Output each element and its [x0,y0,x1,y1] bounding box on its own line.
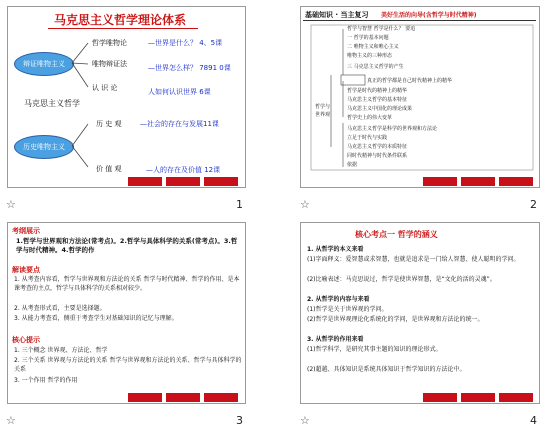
star-icon: ☆ [300,414,310,427]
row-1-term: 哲学唯物论 [92,39,127,47]
page-number-2: 2 [530,198,537,211]
outline-line-16: 同时代精神与时代条件联系 [347,153,408,159]
slide-4-item-6: (2)哲学是世界观理论化系统化的学问，是世界观和方法论的统一。 [307,316,484,323]
slide-3-para-1: 1.哲学与世界观和方法论(常考点)。2.哲学与具体科学的关系(常考点)。3.哲学与时代精神。4.哲学的作 [16,237,238,254]
footer-badge-2 [166,177,200,186]
slide-3-para-5: 1. 三个概念 世界观、方法论、哲学 [14,347,108,354]
row-4-term: 历 史 观 [96,120,122,128]
page-number-4: 4 [530,414,537,427]
footer-badge-2 [461,393,495,402]
outline-line-4: 唯物主义的三种形态 [347,53,393,59]
slide-4-item-1: 1. 从哲学的本义来看 [307,246,364,253]
slide-3[interactable] [7,222,246,404]
row-4-desc: —社会的存在与发展11课 [140,120,219,128]
outline-line-3: 二 唯物主义和唯心主义 [347,44,399,50]
footer-badge-2 [166,393,200,402]
slide-3-para-6: 2. 三个关系 世界观与方法论的关系 哲学与世界观和方法论的关系、哲学与具体科学的关系 [14,357,242,373]
outline-line-1: 哲学与智慧 哲学是什么？ 要追 [347,26,416,32]
row-2-term: 唯物辩证法 [92,60,127,68]
outline-line-15: 马克思主义哲学的本质特征 [347,144,408,150]
outline-brackets [301,7,539,187]
slide-2-heading: 基础知识 · 当主复习 [305,11,369,19]
outline-line-5: 哲学与 [315,104,331,110]
footer-badge-1 [423,177,457,186]
slide-1-title: 马克思主义哲学理论体系 [54,13,187,27]
footer-badge-3 [499,393,533,402]
outline-line-13: 马克思主义哲学是科学的世界观和方法论 [347,126,438,132]
center-label: 马克思主义哲学 [24,99,80,108]
outline-line-9: 哲学是时代的精神上的精华 [347,88,408,94]
star-icon: ☆ [6,414,16,427]
footer-badge-1 [128,177,162,186]
slide-3-heading-2: 解读要点 [12,266,40,274]
row-5-term: 价 值 观 [96,165,122,173]
footer-badge-1 [128,393,162,402]
outline-line-7: 三 马克思主义哲学的产生 [347,64,404,70]
footer-badge-3 [204,177,238,186]
outline-line-14: 立足于时代与实践 [347,135,388,141]
footer-badge-1 [423,393,457,402]
outline-line-6: 世界观 [315,112,331,118]
slide-4-item-4: 2. 从哲学的内容与来看 [307,296,370,303]
slide-3-para-4: 3. 从能力考查看，侧重于考查学生对基础知识的记忆与理解。 [14,315,178,322]
star-icon: ☆ [300,198,310,211]
slide-3-para-7: 3. 一个作用 哲学的作用 [14,377,78,384]
ellipse-historical-materialism: 历史唯物主义 [14,135,74,159]
slide-2[interactable] [300,6,540,188]
bracket-lines [8,7,245,187]
row-5-desc: —人的存在及价值 12课 [146,166,221,174]
slide-2-subheading: 美好生活的向导(含哲学与时代精神) [381,12,477,19]
outline-line-12: 哲学史上的伟大变革 [347,115,393,121]
slide-4-title: 核心考点一 哲学的涵义 [355,230,438,239]
slide-4-item-3: (2)比喻表述：马克思说过，哲学是使世界智慧，是“文化的活的灵魂”。 [307,276,496,283]
slide-4-item-2: (1)字面释义：爱智慧或求智慧，也就是追求是一门给人智慧、使人聪明的学问。 [307,256,520,263]
outline-line-10: 马克思主义哲学的基本特征 [347,97,408,103]
outline-line-11: 马克思主义中国化的理论成果 [347,106,413,112]
slide-4-item-5: (1)哲学是关于世界观的学问。 [307,306,388,313]
ellipse-dialectical-materialism: 辩证唯物主义 [14,52,74,76]
outline-line-8: 真正的哲学都是自己时代精神上的精华 [367,78,453,84]
row-1-desc: —世界是什么？ 4、5课 [148,39,223,47]
footer-badge-3 [499,177,533,186]
slide-4-item-9: (2)超越、具体知识是系统具体知识于哲学知识的方法论中。 [307,366,466,373]
outline-line-17: 依据 [347,162,358,168]
slide-3-heading-3: 核心提示 [12,336,40,344]
row-2-desc: —世界怎么样？ 7891 0课 [148,64,231,72]
slide-4[interactable] [300,222,540,404]
page-number-3: 3 [236,414,243,427]
row-3-desc: 人如何认识世界 6课 [148,88,211,96]
slide-4-item-8: (1)哲学科学，是研究其事主题的知识的理论形式。 [307,346,442,353]
slide-1[interactable] [7,6,246,188]
slide-4-item-7: 3. 从哲学的作用来看 [307,336,364,343]
footer-badge-3 [204,393,238,402]
star-icon: ☆ [6,198,16,211]
footer-badge-2 [461,177,495,186]
outline-line-2: 一 哲学的基本问题 [347,35,389,41]
slide-3-para-3: 2. 从考查形式看，主要是选择题。 [14,305,106,312]
page-number-1: 1 [236,198,243,211]
slide-3-para-2: 1. 从考查内容看，哲学与世界观和方法论的关系 哲学与时代精神、哲学的作用、是本课考查的主点，哲学与具体科学的关系相对较少。 [14,276,240,292]
slide-3-heading-1: 考纲展示 [12,227,40,235]
row-3-term: 认 识 论 [92,84,118,92]
